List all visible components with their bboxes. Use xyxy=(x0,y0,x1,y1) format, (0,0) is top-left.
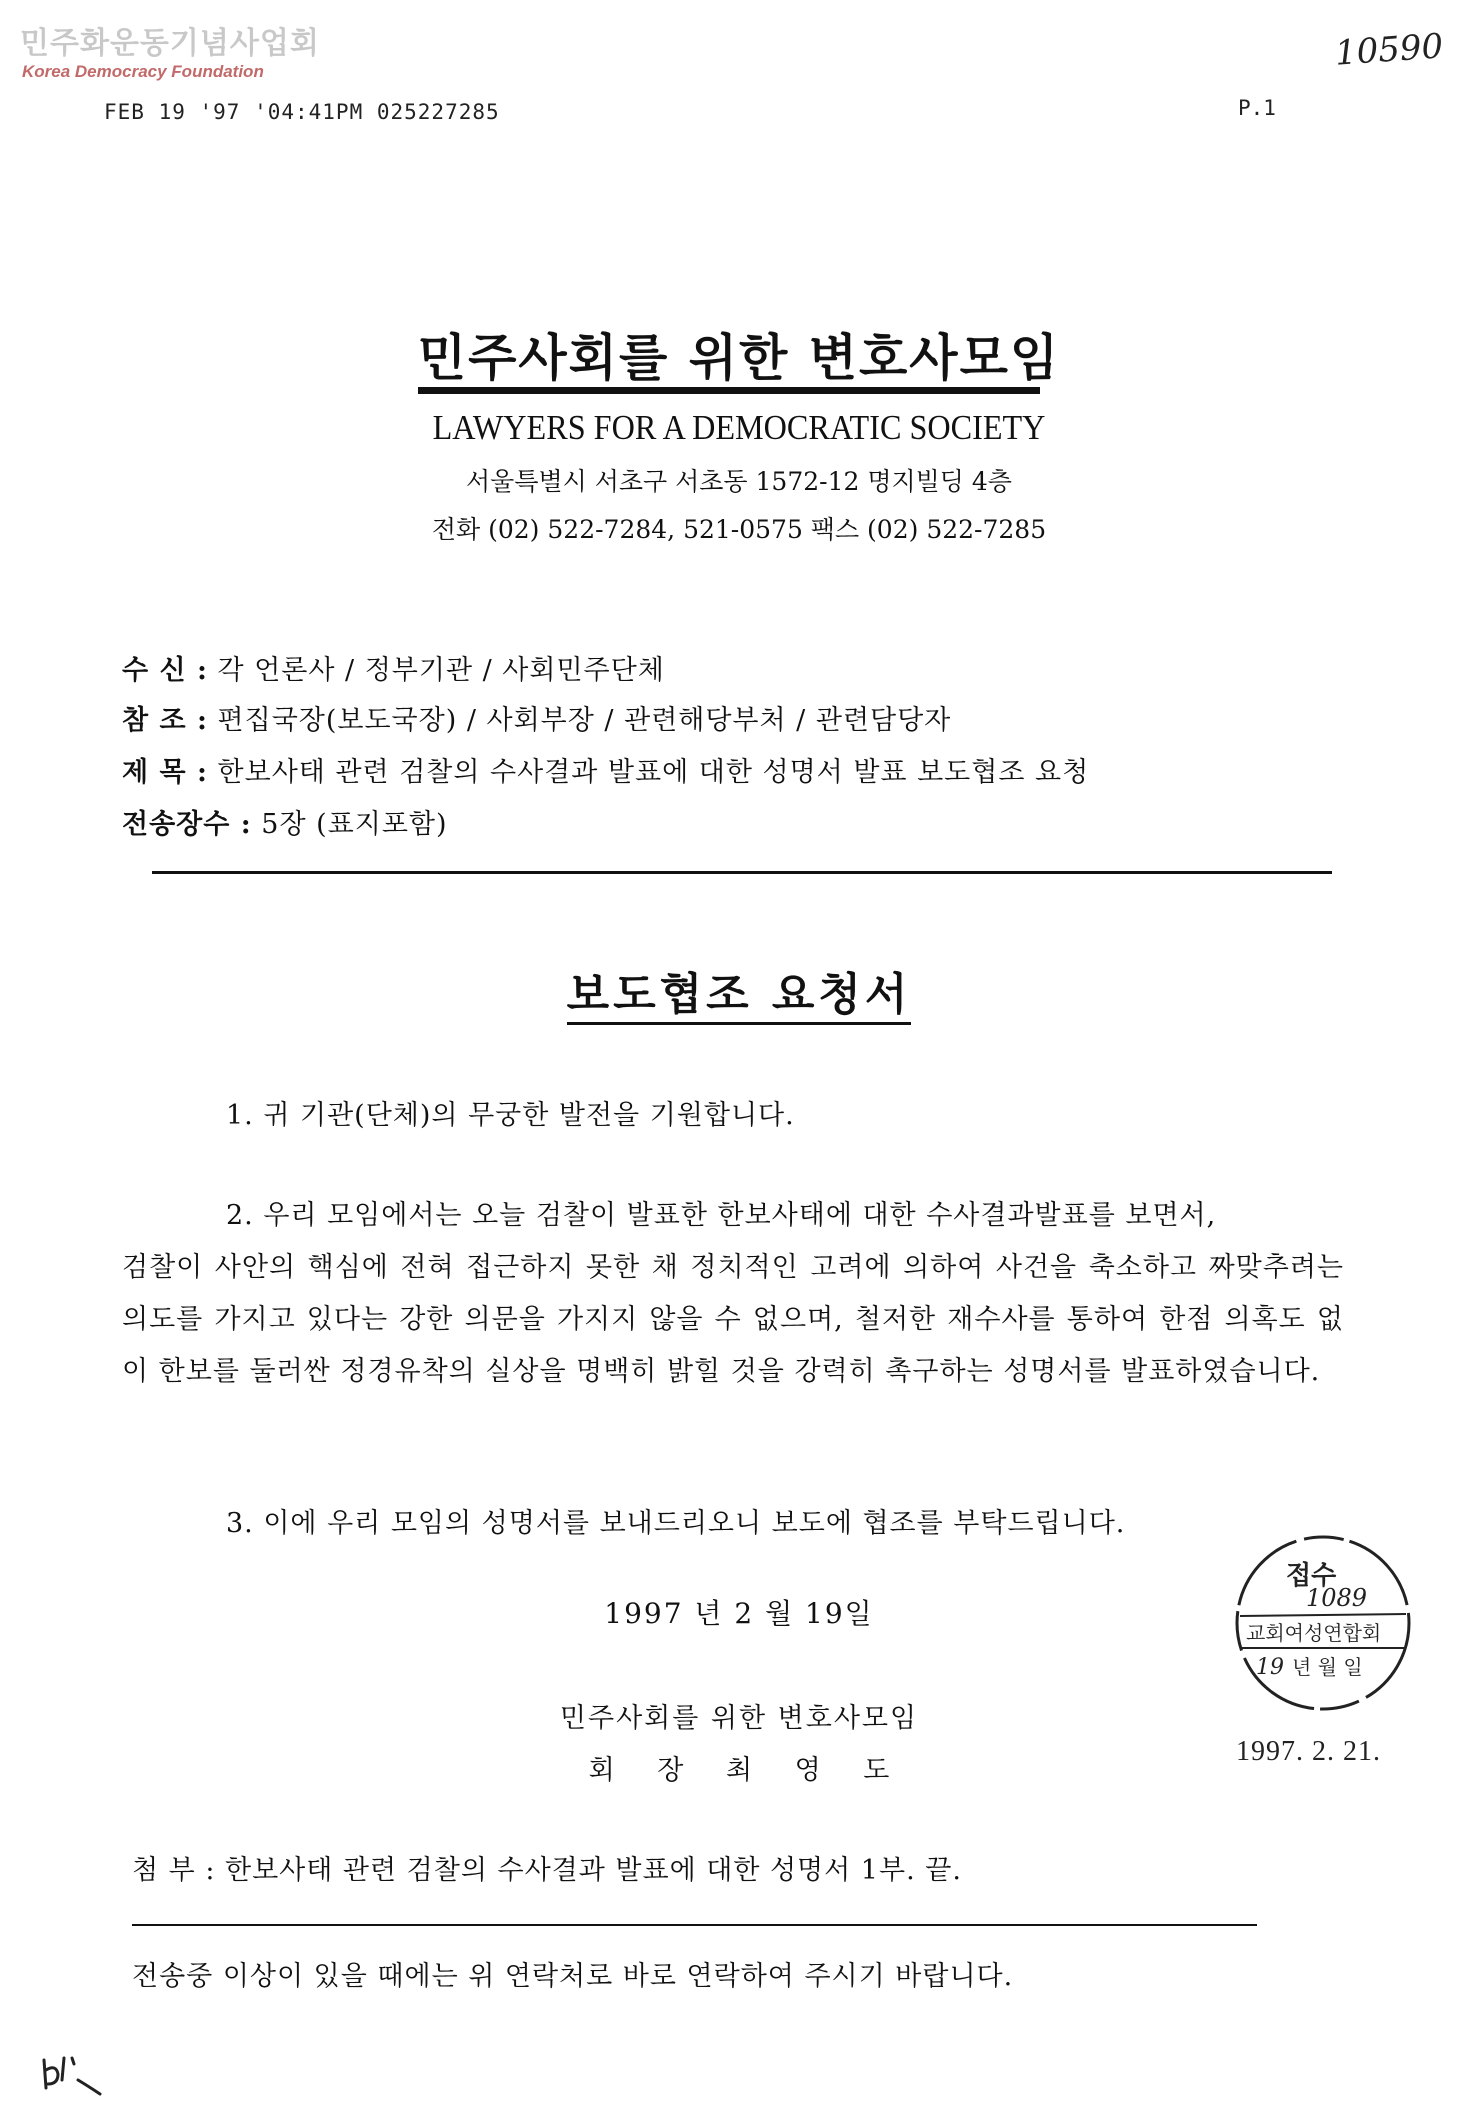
document-title xyxy=(0,958,1478,1022)
meta-subject-value: 한보사태 관련 검찰의 수사결과 발표에 대한 성명서 발표 보도협조 요청 xyxy=(217,757,1090,788)
paragraph-1 xyxy=(122,1090,1344,1142)
meta-cc-label: 참 조 : xyxy=(122,705,208,736)
document-date: 1997 년 2 월 19일 xyxy=(604,1597,874,1630)
meta-cc-row xyxy=(122,698,951,737)
paragraph-2-body: 검찰이 사안의 핵심에 전혀 접근하지 못한 채 정치적인 고려에 의하여 사건을 축소하고 짜맞추려는 의도를 가지고 있다는 강한 의문을 가지지 않을 수 없으며, 철저한 재수사를 통하여 한점 의혹도 없이 한보를 둘러싼 정경유착의 실상을 명백히 밝힐 것을 강력히 촉구하는 성명서를 발표하였습니다. xyxy=(122,1252,1344,1387)
stamp-number: 1089 xyxy=(1306,1584,1368,1612)
signature-name: 회 장 최 영 도 xyxy=(588,1755,890,1786)
meta-pages-value: 5장 (표지포함) xyxy=(261,809,448,840)
meta-subject-label: 제 목 : xyxy=(122,757,208,788)
fax-page-number: P.1 xyxy=(1238,96,1276,120)
letterhead-org-korean: 민주사회를 위한 변호사모임 xyxy=(417,329,1061,387)
paragraph-1-text: 1. 귀 기관(단체)의 무궁한 발전을 기원합니다. xyxy=(226,1100,795,1131)
paragraph-2 xyxy=(122,1190,1344,1398)
received-date: 1997. 2. 21. xyxy=(1236,1736,1381,1767)
meta-recipient-row xyxy=(122,648,665,687)
stamp-top-text: 접수 xyxy=(1286,1561,1337,1591)
watermark-korean: 민주화운동기념사업회 xyxy=(20,26,320,61)
handwritten-mark xyxy=(38,2050,108,2100)
received-stamp xyxy=(1228,1528,1418,1718)
document-title-text: 보도협조 요청서 xyxy=(567,969,912,1025)
paragraph-2-first-line: 2. 우리 모임에서는 오늘 검찰이 발표한 한보사태에 대한 수사결과발표를 보면서, xyxy=(226,1200,1217,1231)
stamp-date-line: 년 월 일 xyxy=(1292,1655,1363,1679)
meta-pages-row xyxy=(122,802,448,841)
meta-recipient-label: 수 신 : xyxy=(122,655,208,686)
meta-cc-value: 편집국장(보도국장) / 사회부장 / 관련해당부처 / 관련담당자 xyxy=(217,705,952,736)
attachment-line: 첨 부 : 한보사태 관련 검찰의 수사결과 발표에 대한 성명서 1부. 끝. xyxy=(132,1855,962,1886)
paragraph-3-text: 3. 이에 우리 모임의 성명서를 보내드리오니 보도에 협조를 부탁드립니다. xyxy=(226,1508,1126,1539)
letterhead-contact: 전화 (02) 522-7284, 521-0575 팩스 (02) 522-7285 xyxy=(431,515,1047,544)
handwritten-document-number: 10590 xyxy=(1333,26,1445,74)
stamp-year: 19 xyxy=(1256,1655,1284,1680)
paragraph-3 xyxy=(122,1498,1344,1550)
stamp-org: 교회여성연합회 xyxy=(1246,1621,1382,1645)
letterhead-rule xyxy=(418,387,1040,394)
signature-org: 민주사회를 위한 변호사모임 xyxy=(559,1703,919,1734)
header-divider xyxy=(152,871,1332,874)
letterhead-org-english: LAWYERS FOR A DEMOCRATIC SOCIETY xyxy=(432,408,1046,447)
watermark-english: Korea Democracy Foundation xyxy=(22,62,264,81)
footer-divider xyxy=(132,1924,1257,1926)
fax-header-line: FEB 19 '97 '04:41PM 025227285 xyxy=(104,100,500,124)
transmission-notice: 전송중 이상이 있을 때에는 위 연락처로 바로 연락하여 주시기 바랍니다. xyxy=(132,1961,1014,1992)
meta-subject-row xyxy=(122,750,1089,789)
meta-recipient-value: 각 언론사 / 정부기관 / 사회민주단체 xyxy=(217,655,665,686)
meta-pages-label: 전송장수 : xyxy=(122,809,252,840)
letterhead-address: 서울특별시 서초구 서초동 1572-12 명지빌딩 4층 xyxy=(466,467,1012,496)
